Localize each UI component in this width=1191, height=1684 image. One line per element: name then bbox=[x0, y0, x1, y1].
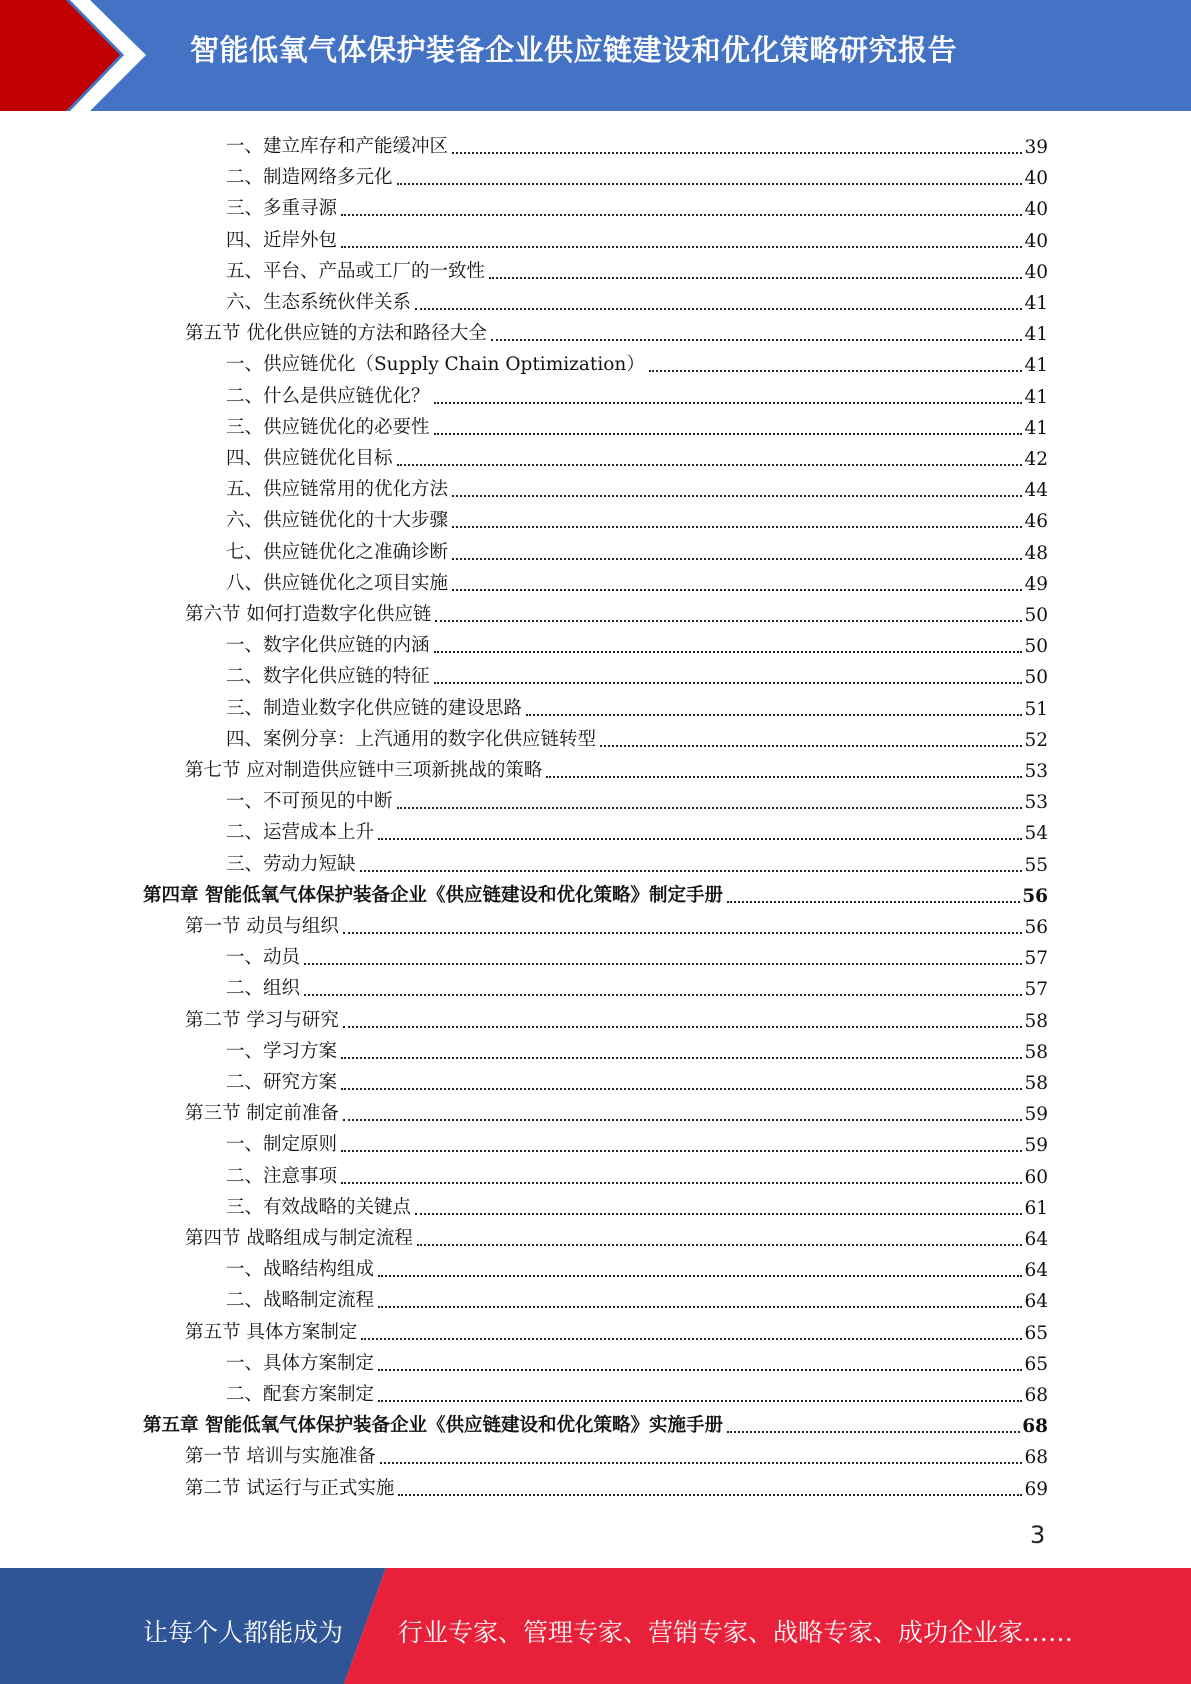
toc-dot-leader bbox=[491, 325, 1023, 345]
toc-dot-leader bbox=[378, 1386, 1022, 1406]
toc-entry-page: 41 bbox=[1024, 417, 1048, 439]
toc-entry-page: 41 bbox=[1024, 324, 1048, 346]
toc-subsection-entry[interactable] bbox=[226, 1157, 1048, 1188]
toc-entry-page: 54 bbox=[1024, 823, 1048, 845]
toc-entry-page: 57 bbox=[1024, 979, 1048, 1001]
toc-dot-leader bbox=[434, 637, 1023, 657]
toc-entry-title: 六、生态系统伙伴关系 bbox=[226, 292, 412, 313]
toc-entry-page: 58 bbox=[1024, 1073, 1048, 1094]
toc-entry-title: 一、数字化供应链的内涵 bbox=[226, 635, 430, 657]
toc-entry-title: 二、研究方案 bbox=[226, 1072, 338, 1093]
toc-entry-page: 58 bbox=[1024, 1010, 1048, 1032]
toc-dot-leader bbox=[343, 1012, 1023, 1032]
toc-chapter-entry[interactable] bbox=[143, 876, 1048, 907]
footer-slogan-right: 行业专家、管理专家、营销专家、战略专家、成功企业家…… bbox=[398, 1618, 1074, 1647]
page-number: 3 bbox=[1030, 1521, 1046, 1549]
toc-dot-leader bbox=[649, 356, 1023, 376]
toc-subsection-entry[interactable] bbox=[226, 408, 1048, 439]
toc-subsection-entry[interactable] bbox=[226, 439, 1048, 470]
toc-dot-leader bbox=[341, 232, 1022, 252]
toc-subsection-entry[interactable] bbox=[226, 657, 1048, 688]
toc-entry-page: 58 bbox=[1024, 1041, 1048, 1063]
toc-entry-page: 59 bbox=[1024, 1135, 1048, 1157]
toc-entry-title: 五、平台、产品或工厂的一致性 bbox=[226, 260, 486, 282]
toc-entry-title: 第五章 智能低氧气体保护装备企业《供应链建设和优化策略》实施手册 bbox=[143, 1415, 723, 1437]
header-title: 智能低氧气体保护装备企业供应链建设和优化策略研究报告 bbox=[190, 33, 958, 67]
toc-entry-title: 第六节 如何打造数字化供应链 bbox=[185, 604, 432, 625]
toc-entry-title: 七、供应链优化之准确诊断 bbox=[226, 541, 449, 563]
toc-entry-page: 53 bbox=[1024, 792, 1048, 814]
toc-entry-title: 一、供应链优化（Supply Chain Optimization） bbox=[226, 354, 645, 376]
toc-entry-title: 一、学习方案 bbox=[226, 1040, 338, 1062]
toc-entry-page: 48 bbox=[1024, 542, 1048, 564]
toc-subsection-entry[interactable] bbox=[226, 564, 1048, 595]
toc-entry-title: 第四章 智能低氧气体保护装备企业《供应链建设和优化策略》制定手册 bbox=[143, 884, 723, 906]
toc-entry-title: 二、配套方案制定 bbox=[226, 1384, 375, 1405]
toc-subsection-entry[interactable] bbox=[226, 533, 1048, 564]
toc-dot-leader bbox=[304, 949, 1022, 969]
toc-entry-title: 第二节 试运行与正式实施 bbox=[185, 1477, 395, 1499]
toc-dot-leader bbox=[397, 793, 1023, 813]
toc-entry-title: 六、供应链优化的十大步骤 bbox=[226, 510, 449, 532]
toc-dot-leader bbox=[341, 1074, 1022, 1094]
toc-subsection-entry[interactable] bbox=[226, 1250, 1048, 1281]
toc-dot-leader bbox=[417, 1230, 1023, 1250]
toc-entry-page: 49 bbox=[1024, 573, 1048, 595]
toc-subsection-entry[interactable] bbox=[226, 221, 1048, 252]
toc-entry-title: 四、近岸外包 bbox=[226, 229, 338, 251]
toc-subsection-entry[interactable] bbox=[226, 1281, 1048, 1312]
toc-entry-title: 一、建立库存和产能缓冲区 bbox=[226, 136, 449, 157]
header-arrow-decoration bbox=[0, 0, 150, 111]
toc-dot-leader bbox=[452, 575, 1022, 595]
toc-subsection-entry[interactable] bbox=[226, 377, 1048, 408]
toc-dot-leader bbox=[361, 1324, 1022, 1344]
toc-dot-leader bbox=[304, 980, 1022, 1000]
toc-dot-leader bbox=[434, 388, 1023, 408]
toc-entry-page: 42 bbox=[1024, 449, 1048, 470]
toc-entry-title: 二、组织 bbox=[226, 978, 301, 1000]
toc-entry-page: 59 bbox=[1024, 1104, 1048, 1126]
toc-entry-title: 一、不可预见的中断 bbox=[226, 791, 393, 813]
toc-dot-leader bbox=[341, 200, 1022, 220]
toc-entry-page: 69 bbox=[1024, 1478, 1048, 1500]
toc-entry-page: 46 bbox=[1024, 511, 1048, 533]
toc-entry-page: 68 bbox=[1024, 1447, 1048, 1469]
toc-dot-leader bbox=[434, 668, 1023, 688]
toc-subsection-entry[interactable] bbox=[226, 158, 1048, 189]
toc-dot-leader bbox=[378, 1355, 1022, 1375]
toc-subsection-entry[interactable] bbox=[226, 813, 1048, 844]
toc-entry-title: 四、案例分享：上汽通用的数字化供应链转型 bbox=[226, 728, 597, 750]
toc-subsection-entry[interactable] bbox=[226, 1375, 1048, 1406]
toc-entry-title: 第一节 动员与组织 bbox=[185, 916, 339, 937]
toc-section-entry[interactable] bbox=[185, 314, 1048, 345]
toc-entry-page: 52 bbox=[1024, 729, 1048, 751]
toc-dot-leader bbox=[727, 887, 1020, 907]
toc-subsection-entry[interactable] bbox=[226, 1032, 1048, 1063]
toc-subsection-entry[interactable] bbox=[226, 345, 1048, 376]
toc-entry-page: 53 bbox=[1024, 761, 1048, 782]
toc-entry-title: 三、制造业数字化供应链的建设思路 bbox=[226, 697, 523, 719]
toc-section-entry[interactable] bbox=[185, 1313, 1048, 1344]
toc-entry-title: 一、具体方案制定 bbox=[226, 1352, 375, 1374]
toc-entry-page: 55 bbox=[1024, 854, 1048, 876]
toc-entry-title: 二、制造网络多元化 bbox=[226, 167, 393, 189]
toc-entry-title: 三、劳动力短缺 bbox=[226, 853, 356, 875]
toc-entry-page: 40 bbox=[1024, 230, 1048, 252]
toc-section-entry[interactable] bbox=[185, 751, 1048, 782]
toc-entry-title: 二、什么是供应链优化？ bbox=[226, 385, 430, 407]
toc-dot-leader bbox=[727, 1417, 1020, 1437]
toc-entry-title: 第一节 培训与实施准备 bbox=[185, 1446, 376, 1468]
toc-subsection-entry[interactable] bbox=[226, 689, 1048, 720]
toc-entry-page: 39 bbox=[1024, 137, 1048, 158]
toc-dot-leader bbox=[434, 419, 1023, 439]
toc-entry-title: 三、有效战略的关键点 bbox=[226, 1196, 412, 1218]
toc-subsection-entry[interactable] bbox=[226, 283, 1048, 314]
toc-dot-leader bbox=[415, 294, 1022, 314]
toc-dot-leader bbox=[397, 169, 1023, 189]
toc-entry-title: 二、注意事项 bbox=[226, 1165, 338, 1187]
toc-entry-title: 八、供应链优化之项目实施 bbox=[226, 572, 449, 594]
toc-dot-leader bbox=[452, 544, 1022, 564]
toc-entry-page: 41 bbox=[1024, 355, 1048, 377]
toc-dot-leader bbox=[435, 606, 1022, 626]
toc-section-entry[interactable] bbox=[185, 1469, 1048, 1500]
toc-entry-title: 第七节 应对制造供应链中三项新挑战的策略 bbox=[185, 760, 543, 781]
toc-entry-page: 60 bbox=[1024, 1166, 1048, 1188]
toc-section-entry[interactable] bbox=[185, 595, 1048, 626]
toc-entry-page: 41 bbox=[1024, 293, 1048, 314]
toc-entry-page: 65 bbox=[1024, 1322, 1048, 1344]
toc-entry-page: 40 bbox=[1024, 168, 1048, 190]
toc-entry-page: 44 bbox=[1024, 480, 1048, 502]
toc-dot-leader bbox=[360, 856, 1023, 876]
toc-entry-title: 第三节 制定前准备 bbox=[185, 1103, 339, 1125]
toc-entry-title: 一、战略结构组成 bbox=[226, 1259, 375, 1281]
toc-dot-leader bbox=[452, 481, 1022, 501]
toc-entry-page: 41 bbox=[1024, 386, 1048, 408]
toc-subsection-entry[interactable] bbox=[226, 1063, 1048, 1094]
toc-section-entry[interactable] bbox=[185, 1094, 1048, 1125]
toc-section-entry[interactable] bbox=[185, 1001, 1048, 1032]
toc-subsection-entry[interactable] bbox=[226, 1188, 1048, 1219]
toc-dot-leader bbox=[341, 1043, 1022, 1063]
toc-dot-leader bbox=[398, 1480, 1022, 1500]
toc-section-entry[interactable] bbox=[185, 1219, 1048, 1250]
toc-entry-title: 五、供应链常用的优化方法 bbox=[226, 479, 449, 501]
toc-entry-page: 65 bbox=[1024, 1353, 1048, 1375]
toc-entry-page: 57 bbox=[1024, 948, 1048, 970]
toc-subsection-entry[interactable] bbox=[226, 127, 1048, 158]
toc-dot-leader bbox=[452, 512, 1022, 532]
toc-entry-title: 三、多重寻源 bbox=[226, 198, 338, 220]
toc-entry-page: 50 bbox=[1024, 636, 1048, 658]
toc-dot-leader bbox=[378, 1261, 1022, 1281]
toc-chapter-entry[interactable] bbox=[143, 1406, 1048, 1437]
page-header bbox=[0, 0, 1191, 111]
toc-dot-leader bbox=[600, 731, 1022, 751]
toc-dot-leader bbox=[546, 762, 1022, 782]
toc-dot-leader bbox=[452, 138, 1022, 158]
footer-slogan-left: 让每个人都能成为 bbox=[143, 1618, 344, 1647]
toc-subsection-entry[interactable] bbox=[226, 470, 1048, 501]
toc-entry-title: 四、供应链优化目标 bbox=[226, 448, 393, 469]
toc-entry-title: 第四节 战略组成与制定流程 bbox=[185, 1228, 413, 1249]
toc-entry-page: 68 bbox=[1024, 1385, 1048, 1406]
toc-entry-title: 二、数字化供应链的特征 bbox=[226, 666, 430, 688]
toc-subsection-entry[interactable] bbox=[226, 782, 1048, 813]
toc-dot-leader bbox=[343, 918, 1023, 938]
toc-dot-leader bbox=[378, 1292, 1022, 1312]
toc-entry-page: 64 bbox=[1024, 1291, 1048, 1313]
toc-entry-page: 40 bbox=[1024, 199, 1048, 221]
toc-entry-title: 一、动员 bbox=[226, 947, 301, 969]
toc-entry-page: 56 bbox=[1022, 885, 1048, 907]
toc-subsection-entry[interactable] bbox=[226, 1344, 1048, 1375]
toc-entry-page: 56 bbox=[1024, 917, 1048, 938]
toc-subsection-entry[interactable] bbox=[226, 938, 1048, 969]
toc-entry-title: 二、运营成本上升 bbox=[226, 822, 375, 844]
toc-dot-leader bbox=[341, 1168, 1022, 1188]
toc-subsection-entry[interactable] bbox=[226, 969, 1048, 1000]
toc-subsection-entry[interactable] bbox=[226, 189, 1048, 220]
toc-subsection-entry[interactable] bbox=[226, 501, 1048, 532]
toc-dot-leader bbox=[415, 1199, 1022, 1219]
toc-entry-page: 61 bbox=[1024, 1197, 1048, 1219]
toc-entry-title: 第五节 优化供应链的方法和路径大全 bbox=[185, 323, 487, 345]
toc-subsection-entry[interactable] bbox=[226, 1125, 1048, 1156]
toc-entry-title: 第二节 学习与研究 bbox=[185, 1009, 339, 1031]
toc-subsection-entry[interactable] bbox=[226, 252, 1048, 283]
toc-dot-leader bbox=[526, 700, 1022, 720]
toc-entry-page: 64 bbox=[1024, 1260, 1048, 1282]
toc-dot-leader bbox=[378, 824, 1022, 844]
toc-dot-leader bbox=[397, 450, 1023, 470]
toc-dot-leader bbox=[343, 1105, 1023, 1125]
toc-subsection-entry[interactable] bbox=[226, 845, 1048, 876]
toc-dot-leader bbox=[489, 263, 1022, 283]
toc-entry-page: 50 bbox=[1024, 667, 1048, 689]
toc-entry-title: 三、供应链优化的必要性 bbox=[226, 416, 430, 438]
toc-section-entry[interactable] bbox=[185, 1437, 1048, 1468]
toc-entry-title: 第五节 具体方案制定 bbox=[185, 1321, 358, 1343]
toc-entry-page: 40 bbox=[1024, 261, 1048, 283]
toc-section-entry[interactable] bbox=[185, 907, 1048, 938]
toc-entry-page: 64 bbox=[1024, 1229, 1048, 1250]
toc-subsection-entry[interactable] bbox=[226, 626, 1048, 657]
toc-entry-title: 二、战略制定流程 bbox=[226, 1290, 375, 1312]
toc-entry-page: 50 bbox=[1024, 605, 1048, 626]
toc-entry-title: 一、制定原则 bbox=[226, 1134, 338, 1156]
toc-dot-leader bbox=[341, 1136, 1022, 1156]
toc-dot-leader bbox=[380, 1448, 1023, 1468]
toc-entry-page: 51 bbox=[1024, 698, 1048, 720]
toc-subsection-entry[interactable] bbox=[226, 720, 1048, 751]
toc-entry-page: 68 bbox=[1022, 1416, 1048, 1438]
